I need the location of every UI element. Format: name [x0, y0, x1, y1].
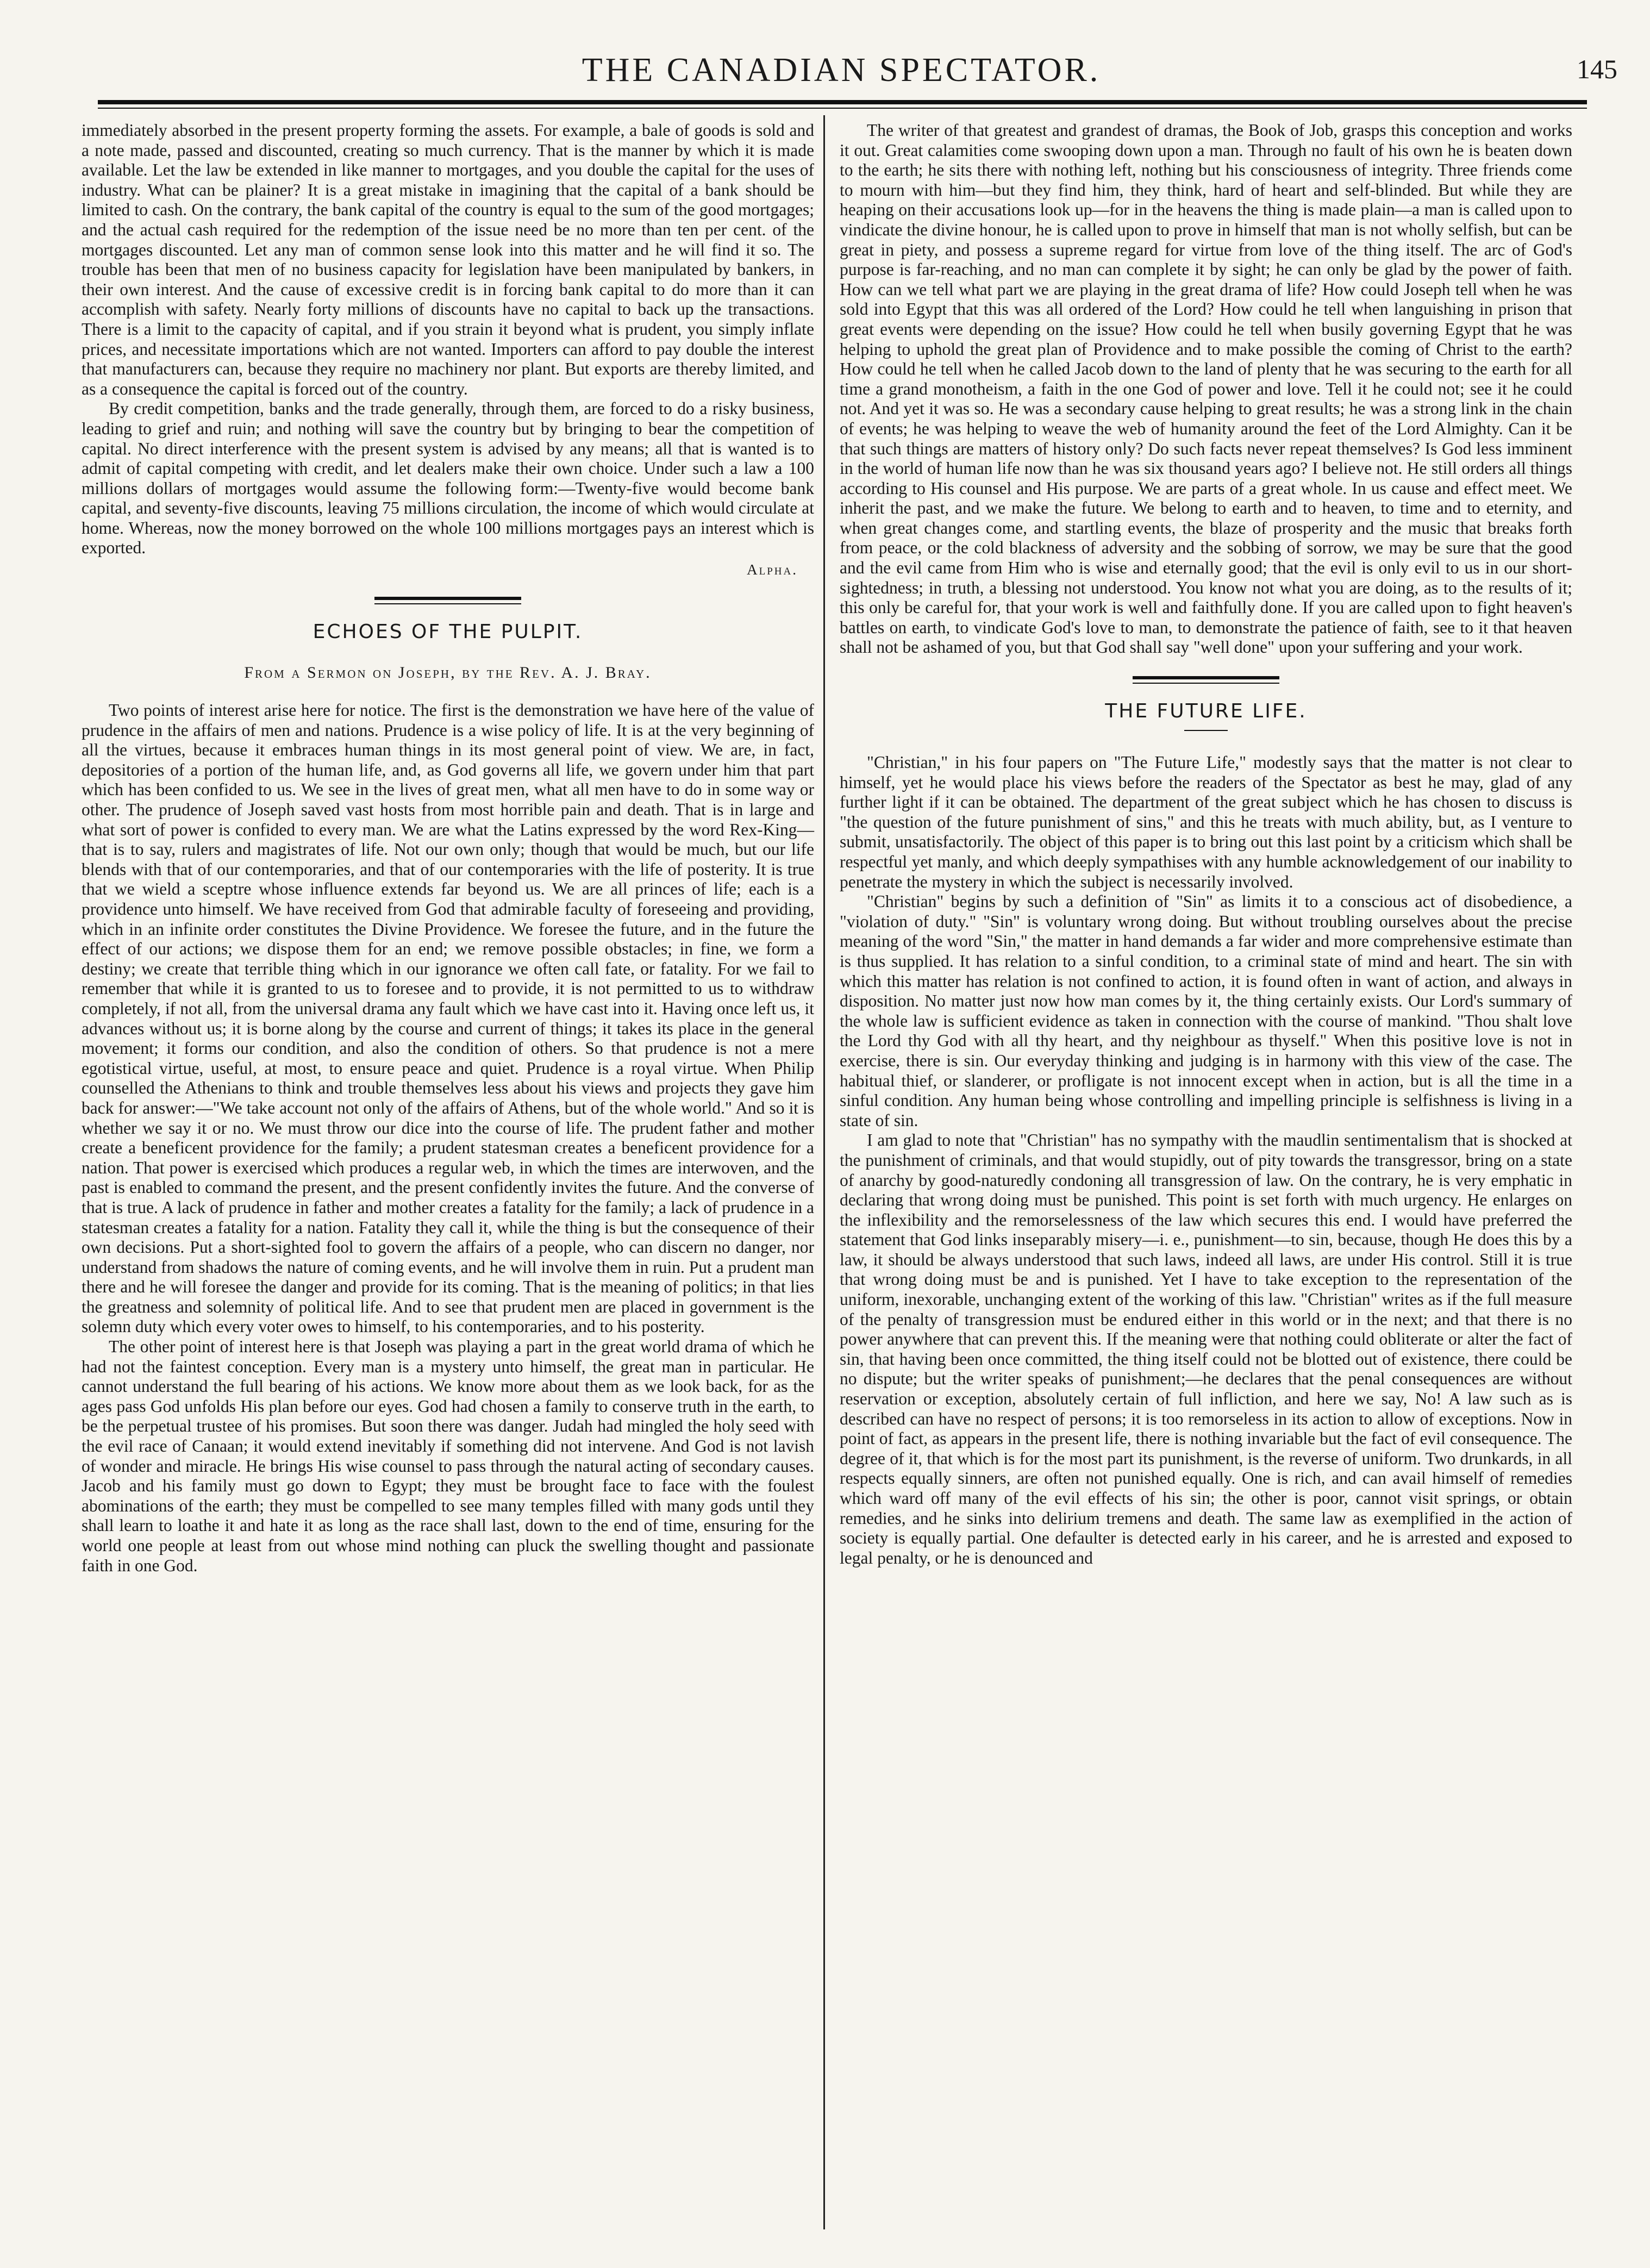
title-underline [1184, 730, 1228, 731]
article-paragraph: The other point of interest here is that Joseph was playing a part in the great world drama of which he had not the faintest conception. Every man is a mystery unto himself, the great man in particular. He cannot understand the full bearing of his actions. We know more about them as we look back, for as the ages pass God unfolds His plan before our eyes. God had chosen a family to conserve truth in the earth, to be the perpetual trustee of his promises. But soon there was danger. Judah had mingled the holy seed with the evil race of Canaan; it would extend inevitably if something did not intervene. And God is not lavish of wonder and miracle. He brings His wise counsel to pass through the natural acting of secondary causes. Jacob and his family must go down to Egypt; they must be brought face to face with the foulest abominations of the earth; they must be compelled to see many temples filled with many gods until they shall learn to loathe it and hate it as long as the race shall last, down to the end of time, ensuring for the world one people at least from out whose mind nothing can pluck the swelling thought and passionate faith in one God. [82, 1337, 814, 1575]
journal-title: THE CANADIAN SPECTATOR. [582, 52, 1101, 89]
left-column [82, 121, 814, 1576]
article-paragraph: The writer of that greatest and grandest of dramas, the Book of Job, grasps this conception and works it out. Great calamities come swooping down upon a man. Through no fault of his own he is beaten down to the earth; he sits there with nothing left, nothing but his consciousness of integrity. Three friends come to mourn with him—but they find him, they think, hard of heart and self-blinded. But while they are heaping on their accusations look up—for in the heavens the thing is made plain—a man is called upon to vindicate the divine honour, he is called upon to prove in himself that man is not wholly selfish, but can be great in piety, and possess a supreme regard for virtue from love of the thing itself. The arc of God's purpose is far-reaching, and no man can complete it by sight; he can only be glad by the power of faith. How can we tell what part we are playing in the great drama of life? How could Joseph tell when he was sold into Egypt that this was all ordered of the Lord? How could he tell when languishing in prison that great events were depending on the issue? How could he tell when busily governing Egypt that he was helping to uphold the great plan of Providence and to make possible the coming of Christ to the earth? How could he tell when he called Jacob down to the land of plenty that he was securing to the earth for all time a grand monotheism, a faith in the one God of power and love. Tell it he could not; see it he could not. And yet it was so. He was a secondary cause helping to great results; he was a strong link in the chain of events; he was helping to weave the web of humanity around the feet of the Lord Almighty. Can it be that such things are matters of history only? Do such facts never repeat themselves? Is God less imminent in the world of human life now than he was six thousand years ago? I believe not. He still orders all things according to His counsel and His purpose. We are parts of a great whole. In us cause and effect meet. We inherit the past, and we make the future. We belong to earth and to heaven, to time and to eternity, and when great changes come, and startling events, the blaze of prosperity and the music that breaks forth from peace, or the cold blackness of adversity and the sobbing of sorrow, we may be sure that the good and the evil came from Him who is wise and eternally good; that the evil is only evil to us in our short-sightedness; in truth, a blessing not understood. You know not what you are doing, as to the results of it; this only be careful for, that your work is well and faithfully done. If you are called upon to fight heaven's battles on earth, to vindicate God's love to man, to demonstrate the patience of faith, see to it that heaven shall not be ashamed of you, but that God shall say "well done" upon your suffering and your work. [840, 121, 1572, 657]
section-rule-thin [1133, 683, 1279, 684]
section-byline: From a Sermon on Joseph, by the Rev. A. J. Bray. [244, 664, 652, 682]
right-column [840, 121, 1572, 1568]
header-rule [98, 100, 1587, 104]
section-rule [1133, 676, 1279, 679]
section-rule-thin [374, 603, 521, 604]
article-paragraph: By credit competition, banks and the trade generally, through them, are forced to do a risky business, leading to grief and ruin; and nothing will save the country but by bringing to bear the competition of capital. No direct interference with the present system is advised by any means; all that is wanted is to admit of capital competing with credit, and let dealers make their own choice. Under such a law a 100 millions dollars of mortgages would assume the following form:—Twenty-five would become bank capital, and seventy-five discounts, leaving 75 millions circulation, the income of which would circulate at home. Whereas, now the money borrowed on the whole 100 millions mortgages pays an interest which is exported. [82, 399, 814, 558]
section-title-pulpit: ECHOES OF THE PULPIT. [312, 621, 583, 643]
article-paragraph: "Christian" begins by such a definition of "Sin" as limits it to a conscious act of disobedience, a "violation of duty." "Sin" is voluntary wrong doing. But without troubling ourselves about the precise meaning of the word "Sin," the matter in hand demands a far wider and more comprehensive estimate than is thus supplied. It has relation to a sinful condition, to a criminal state of mind and heart. The sin with which this matter has relation is not confined to action, it is found often in want of action, and always in disposition. No matter just now how man comes by it, the thing certainly exists. Our Lord's summary of the whole law is sufficient evidence as taken in connection with the course of mankind. "Thou shalt love the Lord thy God with all thy heart, and thy neighbour as thyself." When this positive love is not in exercise, there is sin. Our everyday thinking and judging is in harmony with this view of the case. The habitual thief, or slanderer, or profligate is not innocent except when in action, but is all the time in a sinful condition. Any human being whose controlling and impelling principle is selfishness is living in a state of sin. [840, 892, 1572, 1130]
header-rule-thin [98, 108, 1587, 109]
article-signature: Alpha. [747, 561, 798, 578]
article-paragraph: immediately absorbed in the present property forming the assets. For example, a bale of goods is sold and a note made, passed and discounted, creating so much currency. That is the manner by which it is made available. Let the law be extended in like manner to mortgages, and you double the capital for the uses of industry. What can be plainer? It is a great mistake in imagining that the capital of a bank should be limited to cash. On the contrary, the bank capital of the country is equal to the sum of the good mortgages; and the actual cash required for the redemption of the issue need be no more than ten per cent. of the mortgages discounted. Let any man of common sense look into this matter and he will find it so. The trouble has been that men of no business capacity for legislation have been manipulated by bankers, in their own interest. And the cause of excessive credit is in forcing bank capital to do more than it can accomplish with safety. Nearly forty millions of discounts have no capital to back up the transactions. There is a limit to the capacity of capital, and if you strain it beyond what is prudent, you simply inflate prices, and necessitate importations which are not wanted. Importers can afford to pay double the interest that manufacturers can, because they require no machinery nor plant. But exports are thereby limited, and as a consequence the capital is forced out of the country. [82, 121, 814, 398]
section-rule [374, 597, 521, 600]
article-paragraph: Two points of interest arise here for notice. The first is the demonstration we have here of the value of prudence in the affairs of men and nations. Prudence is a wise policy of life. It is at the very beginning of all the virtues, because it embraces human things in its most general point of view. We are, in fact, depositories of a portion of the human life, and, as God governs all life, we govern under him that part which has been confided to us. We see in the lives of great men, what all men have to do in some way or other. The prudence of Joseph saved vast hosts from most horrible pain and death. That is in large and what sort of power is confided to every man. We are what the Latins expressed by the word Rex-King—that is to say, rulers and magistrates of life. Not our own only; though that would be much, but our life blends with that of our contemporaries, and that of our contemporaries with the life of posterity. It is true that we wield a sceptre whose influence extends far beyond us. We are all princes of life; each is a providence unto himself. We have received from God that admirable faculty of foreseeing and providing, which in an infinite order constitutes the Divine Providence. We foresee the future, and in the future the effect of our actions; we dispose them for an end; we remove possible obstacles; in fine, we form a destiny; we create that terrible thing which in our ignorance we often call fate, or fatality. For we fail to remember that while it is granted to us to foresee and to provide, it is not permitted to us to withdraw completely, if not all, from the universal drama any fault which we have cast into it. Having once left us, it advances without us; it is borne along by the course and current of things; it takes its place in the general movement; it forms our condition, and also the condition of others. So that prudence is not a mere egotistical virtue, useful, at most, to ensure peace and quiet. Prudence is a royal virtue. When Philip counselled the Athenians to think and trouble themselves less about his views and projects they gave him back for answer:—"We take account not only of the affairs of Athens, but of the whole world." And so it is whether we say it or no. We must throw our dice into the course of life. The prudent father and mother create a beneficent providence for the family; a prudent statesman creates a beneficent providence for a nation. That power is exercised which produces a regular web, in which the times are interwoven, and the past is enabled to command the present, and the present confidently invites the future. And the converse of that is true. A lack of prudence in father and mother creates a fatality for the family; a lack of prudence in a statesman creates a fatality for a nation. Fatality they call it, while the thing is but the consequence of their own decisions. Put a short-sighted fool to govern the affairs of a people, who can discern no danger, nor understand from shadows the nature of coming events, and he will involve them in ruin. Put a prudent man there and he will foresee the danger and provide for its coming. That is the meaning of politics; in that lies the greatness and solemnity of political life. And to see that prudent men are placed in government is the solemn duty which every voter owes to himself, to his contemporaries, and to his posterity. [82, 701, 814, 1336]
article-paragraph: I am glad to note that "Christian" has no sympathy with the maudlin sentimentalism that is shocked at the punishment of criminals, and that would stupidly, out of pity towards the transgressor, bring on a state of anarchy by good-naturedly condoning all transgression of law. On the contrary, he is very emphatic in declaring that wrong doing must be punished. This point is set forth with much urgency. He enlarges on the inflexibility and the remorselessness of the law which secures this end. I would have preferred the statement that God links inseparably misery—i. e., punishment—to sin, because, though He does this by a law, it should be always understood that such laws, indeed all laws, are under His control. Still it is true that wrong doing must be and is punished. Yet I have to take exception to the representation of the uniform, inexorable, unchanging extent of the working of this law. "Christian" writes as if the full measure of the penalty of transgression must be endured either in this world or in the next; and that there is no power anywhere that can prevent this. If the meaning were that nothing could obliterate or alter the fact of sin, that having been once committed, the thing itself could not be blotted out of existence, there could be no dispute; but the writer speaks of punishment;—he declares that the penal consequences are without reservation or exception, absolutely certain of full infliction, and here we say, No! A law such as is described can have no respect of persons; it is too remorseless in its action to allow of exceptions. Now in point of fact, as appears in the present life, there is nothing invariable but the fact of evil consequence. The degree of it, that which is for the most part its punishment, is the reverse of uniform. Two drunkards, in all respects equally sinners, are often not punished equally. One is rich, and can avail himself of remedies which ward off many of the evil effects of his sin; the other is poor, cannot visit springs, or obtain remedies, and he sinks into delirium tremens and death. The same law as exemplified in the action of society is equally partial. One defaulter is detected early in his career, and he is arrested and exposed to legal penalty, or he is denounced and [840, 1130, 1572, 1567]
column-divider [823, 115, 825, 2229]
article-paragraph: "Christian," in his four papers on "The Future Life," modestly says that the matter is not clear to himself, yet he would place his views before the readers of the Spectator as best he may, glad of any further light if it can be obtained. The department of the great subject which he has chosen to discuss is "the question of the future punishment of sins," and this he treats with much ability, but, as I venture to submit, unsatisfactorily. The object of this paper is to bring out this last point by a criticism which shall be respectful yet manly, and which deeply sympathises with any humble acknowledgement of our inability to penetrate the mystery in which the subject is necessarily involved. [840, 753, 1572, 891]
section-title-future-life: THE FUTURE LIFE. [1105, 700, 1307, 723]
page-header [65, 48, 1617, 108]
page-number: 145 [1577, 54, 1617, 84]
